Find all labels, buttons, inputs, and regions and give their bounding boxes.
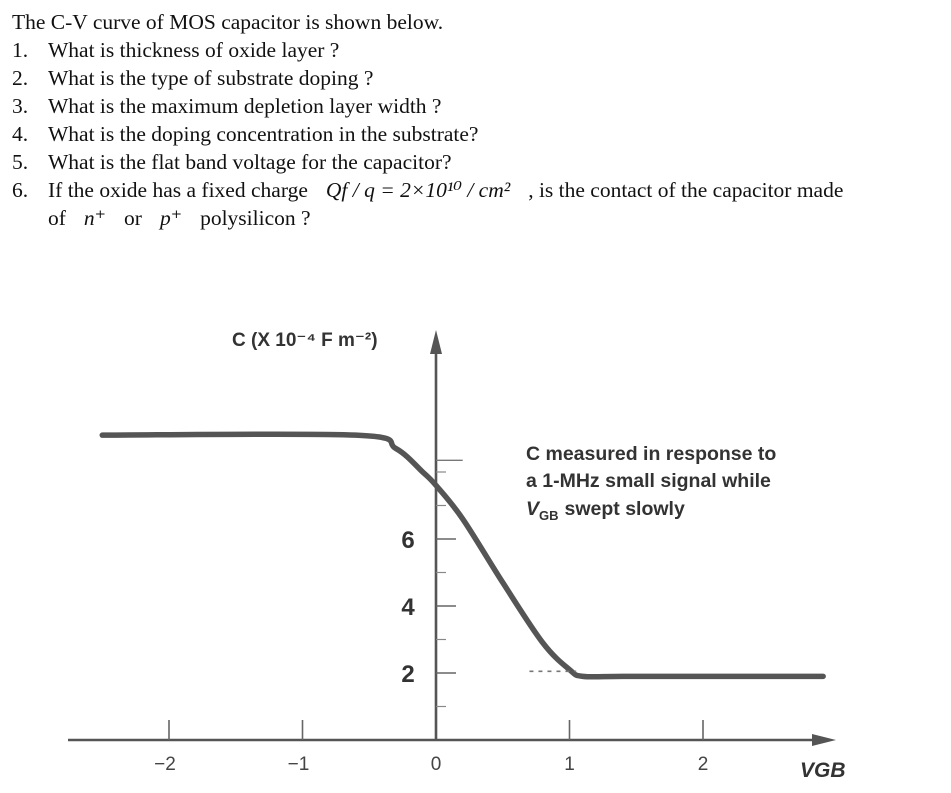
x-axis-arrow	[812, 734, 836, 746]
y-tick-label: 2	[401, 661, 415, 688]
question-number: 2.	[12, 66, 29, 90]
y-tick-label: 4	[401, 594, 415, 621]
problem-intro: The C-V curve of MOS capacitor is shown below.	[12, 10, 444, 34]
question-number: 4.	[12, 122, 29, 146]
x-axis-label	[800, 759, 846, 782]
question-6-post: , is the contact of the capacitor made	[528, 178, 844, 202]
question-6-or: or	[124, 206, 142, 230]
y-axis-arrow	[430, 330, 442, 354]
measurement-annotation	[526, 443, 776, 523]
y-axis-label: C (X 10⁻⁴ F m⁻²)	[232, 330, 378, 351]
y-tick-group	[401, 472, 456, 707]
x-tick-label: −2	[154, 754, 176, 775]
question-text: What is the maximum depletion layer width ?	[48, 94, 442, 118]
question-text: What is the flat band voltage for the capacitor?	[48, 150, 452, 174]
annotation-line-2: a 1-MHz small signal while	[526, 470, 771, 492]
x-axis-label-text: VGB	[800, 759, 846, 782]
question-6-of: of	[48, 206, 66, 230]
annotation-line-3	[526, 498, 685, 523]
n-plus-label: n⁺	[83, 206, 107, 230]
x-tick-label: 1	[564, 754, 575, 775]
annotation-v: V	[526, 498, 540, 520]
x-tick-label: −1	[287, 754, 310, 775]
annotation-line-1: C measured in response to	[526, 443, 777, 465]
annotation-gb: GB	[539, 508, 559, 523]
question-6-pre: If the oxide has a fixed charge	[48, 178, 308, 202]
y-tick-label: 6	[401, 527, 415, 554]
fixed-charge-expression: Qf / q = 2×10¹⁰ / cm²	[325, 178, 511, 202]
question-text: What is thickness of oxide layer ?	[48, 38, 340, 62]
question-number: 1.	[12, 38, 29, 62]
question-number: 3.	[12, 94, 29, 118]
question-text: What is the type of substrate doping ?	[48, 66, 374, 90]
x-tick-group	[154, 720, 708, 775]
question-number: 5.	[12, 150, 29, 174]
p-plus-label: p⁺	[159, 206, 183, 230]
x-tick-label: 2	[697, 754, 709, 775]
question-number: 6.	[12, 178, 29, 202]
question-text: What is the doping concentration in the substrate?	[48, 122, 479, 146]
question-6-end: polysilicon ?	[200, 206, 311, 230]
x-tick-label: 0	[430, 754, 442, 775]
annotation-swept: swept slowly	[564, 498, 685, 520]
